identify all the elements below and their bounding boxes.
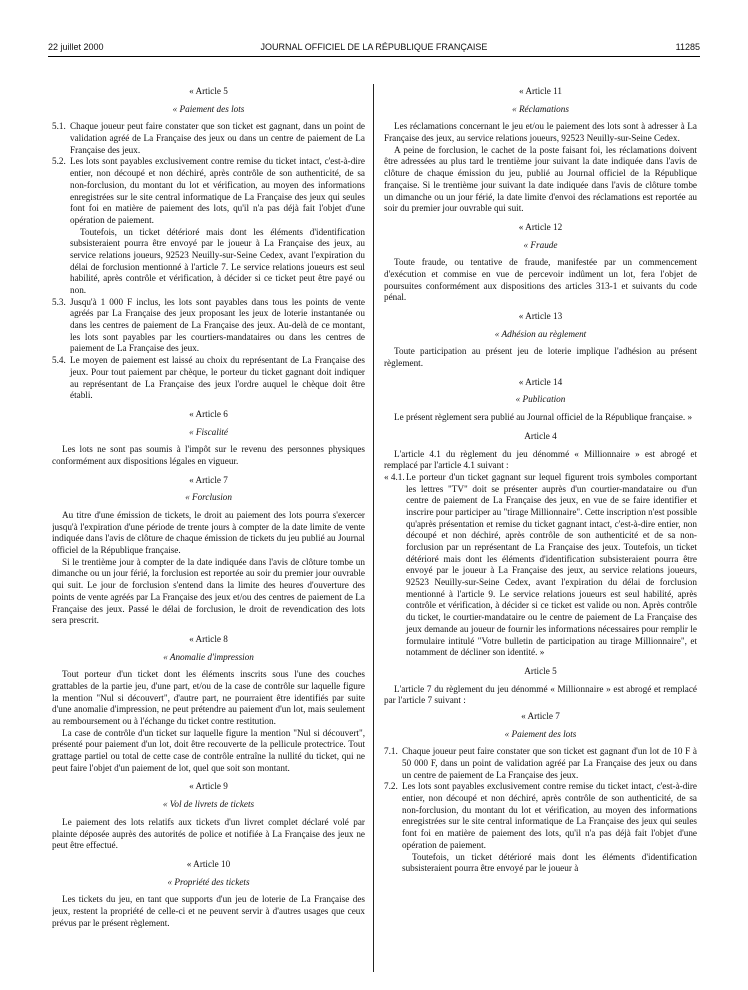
article-12-title: « Article 12 — [518, 221, 563, 232]
clause-number: 5.3. — [52, 296, 66, 307]
left-column — [52, 86, 365, 990]
clause-7-1 — [384, 746, 697, 781]
clause-number: 7.1. — [384, 746, 398, 757]
article-10-text: Les tickets du jeu, en tant que supports d'un jeu de loterie de La Française des jeux, restent la propriété de celle-ci et ne peuvent servir à d'autres usages que ceux prévus par le présent règlement. — [52, 894, 365, 928]
article-5-subtitle: « Paiement des lots — [172, 103, 245, 114]
article-7-subtitle: « Forclusion — [185, 492, 232, 503]
article-14-title: « Article 14 — [518, 376, 563, 387]
article-11-title: « Article 11 — [518, 86, 563, 96]
clause-number: 7.2. — [384, 781, 398, 792]
article-6-title: « Article 6 — [189, 408, 228, 419]
journal-title: JOURNAL OFFICIEL DE LA RÉPUBLIQUE FRANÇAISE — [260, 42, 488, 52]
clause-7-2 — [384, 781, 697, 875]
clause-5-4 — [52, 355, 365, 402]
article-9-text: Le paiement des lots relatifs aux tickets d'un livret complet déclaré volé par plainte déposée auprès des autorités de police et notifiée à La Française des jeux ne peut être effectué. — [52, 816, 365, 851]
article-8-subtitle: « Anomalie d'impression — [163, 651, 254, 662]
column-divider — [373, 84, 374, 972]
clause-text: Jusqu'à 1 000 F inclus, les lots sont payables dans tous les points de vente agréés par La Française des jeux proposant les jeux de loterie instantanée ou dans les centres de paiement de La Française des jeux. Au-delà de ce montant, les lots sont payables par les courtiers-mandataires ou dans les centres de paiement de La Française des jeux. — [70, 296, 365, 354]
article-9-subtitle: « Vol de livrets de tickets — [162, 799, 255, 810]
amending-article-4-title: Article 4 — [524, 430, 557, 441]
issue-date: 22 juillet 2000 — [48, 42, 104, 52]
article-6-text: Les lots ne sont pas soumis à l'impôt sur le revenu des personnes physiques conformément aux dispositions légales en vigueur. — [52, 444, 365, 466]
clause-text-part2: Toutefois, un ticket détérioré mais dont les éléments d'identification subsisteraient pourra être envoyé par le joueur à La Française des jeux, au service relations joueurs, 92523 Neuilly-sur-Seine Cedex, avant l'expiration du délai de forclusion mentionné à l'article 7. Le service relations joueurs est seul habilité, après contrôle et vérification, à décider si ce ticket peut être payé ou non. — [70, 226, 365, 295]
article-7-paragraph: Au titre d'une émission de tickets, le droit au paiement des lots pourra s'exercer jusqu'à l'expiration d'une période de trente jours à compter de la date limite de vente indiquée dans l'avis de clôture de chaque émission de tickets du jeu publié au Journal officiel de la République française. — [52, 510, 365, 556]
clause-5-1 — [52, 121, 365, 156]
article-6-subtitle: « Fiscalité — [188, 426, 229, 437]
page-number: 11285 — [675, 42, 700, 52]
clause-text: Chaque joueur peut faire constater que son ticket est gagnant, dans un point de validation agréé de La Française des jeux ou dans un centre de paiement de La Française des jeux. — [70, 121, 365, 155]
amending-article-5-intro: L'article 7 du règlement du jeu dénommé « Millionnaire » est abrogé et remplacé par l'article 7 suivant : — [384, 683, 697, 706]
clause-number: 5.2. — [52, 156, 66, 167]
article-13-subtitle: « Adhésion au règlement — [494, 328, 587, 339]
clause-4-1 — [384, 471, 697, 659]
article-12-subtitle: « Fraude — [523, 239, 558, 250]
quoted-clause-4-1 — [384, 472, 697, 659]
clause-text-part2: Toutefois, un ticket détérioré mais dont les éléments d'identification subsisteraient pourra être envoyé par le joueur à — [402, 851, 697, 874]
article-11-subtitle: « Réclamations — [512, 103, 569, 114]
article-8-paragraph: La case de contrôle d'un ticket sur laquelle figure la mention "Nul si découvert", présenté pour paiement d'un lot, doit être recouverte de la pellicule protectrice. Tout grattage partiel ou total de cette case de contrôle entraîne la nullité du ticket, qui ne peut faire l'objet d'un paiement de lot, quel que soit son montant. — [52, 727, 365, 773]
clause-number: « 4.1. — [384, 471, 405, 482]
article-10-title: « Article 10 — [186, 858, 231, 869]
article-5-title: « Article 5 — [189, 86, 228, 96]
new-article-7-title: « Article 7 — [521, 710, 560, 721]
article-14-text: Le présent règlement sera publié au Journal officiel de la République française. » — [394, 412, 693, 423]
clause-text-part1: Les lots sont payables exclusivement contre remise du ticket intact, c'est-à-dire entier, non découpé et non déchiré, après contrôle de son authenticité, de sa non-forclusion, du montant du lot et vérification, au moyen des informations enregistrées sur le site central informatique de La Française des jeux qui seules font foi en matière de paiement des lots, qu'il n'a pas déjà fait l'objet d'une opération de paiement. — [402, 781, 697, 850]
clause-text: Le moyen de paiement est laissé au choix du représentant de La Française des jeux. Pour tout paiement par chèque, le porteur du ticket gagnant doit indiquer au représentant de La Française des jeux l'ordre auquel le chèque doit être établi. — [70, 355, 365, 401]
clause-text — [402, 781, 697, 875]
article-9-title: « Article 9 — [189, 781, 228, 792]
article-10-subtitle: « Propriété des tickets — [167, 876, 250, 887]
clause-text-part1: Les lots sont payables exclusivement contre remise du ticket intact, c'est-à-dire entier, non découpé et non déchiré, après contrôle de son authenticité, de sa non-forclusion, du montant du lot et vérification, au moyen des informations enregistrées sur le site central informatique de La Française des jeux qui seules font foi en matière de paiement des lots, qu'il n'a pas déjà fait l'objet d'une opération de paiement. — [70, 156, 365, 225]
article-13-title: « Article 13 — [518, 311, 563, 321]
article-12-text: Toute fraude, ou tentative de fraude, manifestée par un commencement d'exécution et commise en vue de percevoir indûment un lot, fera l'objet de poursuites conformément aux dispositions des articles 313-1 et suivants du code pénal. — [384, 257, 697, 303]
article-8-title: « Article 8 — [189, 633, 228, 644]
clause-text: Le porteur d'un ticket gagnant sur lequel figurent trois symboles comportant les lettres "TV" doit se présenter auprès d'un courtier-mandataire ou d'un centre de paiement de La Française des jeux, en vue de se faire identifier et inscrire pour participer au "tirage Millionnaire". Cette inscription n'est possible qu'après présentation et remise du ticket gagnant intact, c'est-à-dire entier, non découpé et non déchiré, après contrôle de son authenticité et de sa non-forclusion par un représentant de La Française des jeux. Toutefois, un ticket détérioré mais dont les éléments d'identification subsisteraient pourra être envoyé par le joueur à La Française des jeux, au service relations joueurs, 92523 Neuilly-sur-Seine Cedex, avant l'expiration du délai de forclusion mentionné à l'article 9. Le service relations joueurs est seul habilité, après contrôle et vérification, à décider si ce ticket est valide ou non. Après contrôle du ticket, le courtier-mandataire ou le centre de paiement de La Française des jeux demande au joueur de fournir les informations nécessaires pour remplir le formulaire intitulé "Votre bulletin de participation au tirage Millionnaire", et notamment de décliner son identité. » — [406, 471, 697, 658]
article-13-text: Toute participation au présent jeu de loterie implique l'adhésion au présent règlement. — [384, 346, 697, 369]
page-header — [48, 40, 700, 57]
clause-5-2 — [52, 156, 365, 296]
amending-article-4-intro: L'article 4.1 du règlement du jeu dénommé « Millionnaire » est abrogé et remplacé par l'article 4.1 suivant : — [384, 448, 697, 471]
article-7-paragraph: Si le trentième jour à compter de la date indiquée dans l'avis de clôture tombe un dimanche ou un jour férié, la forclusion est reportée au soir du premier jour ouvrable qui suit. Le jour de forclusion s'entend dans la limite des heures d'ouverture des points de vente agréés par La Française des jeux et/ou des centres de paiement de La Française des jeux. Passé le délai de forclusion, le droit de revendication des lots sera prescrit. — [52, 556, 365, 626]
clause-number: 5.4. — [52, 355, 66, 366]
clause-text: Chaque joueur peut faire constater que son ticket est gagnant d'un lot de 10 F à 50 000 F, dans un point de validation agréé par La Française des jeux ou dans un centre de paiement de La Française des jeux. — [402, 746, 697, 780]
right-column — [384, 86, 697, 990]
article-8-paragraph: Tout porteur d'un ticket dont les éléments inscrits sous l'une des couches grattables de la partie jeu, d'une part, et/ou de la case de contrôle sur laquelle figure la mention "Nul si découvert", d'autre part, ne pourraient être identifiés par suite d'une anomalie d'impression, ne peut prétendre au paiement d'un lot, mais seulement au remboursement ou à l'échange du ticket contre restitution. — [52, 669, 365, 726]
article-11-paragraph: A peine de forclusion, le cachet de la poste faisant foi, les réclamations doivent être adressées au plus tard le trentième jour suivant la date indiquée dans l'avis de clôture de chaque émission du jeu, publié au Journal officiel de la République française. Si le trentième jour suivant la date indiquée dans l'avis de clôture tombe un dimanche ou un jour férié, la date limite d'envoi des réclamations est reportée au soir du premier jour ouvrable qui suit. — [384, 144, 697, 214]
article-7-title: « Article 7 — [189, 474, 228, 485]
clause-number: 5.1. — [52, 121, 66, 132]
clause-text — [70, 156, 365, 296]
clause-5-3 — [52, 297, 365, 355]
new-article-7-subtitle: « Paiement des lots — [504, 728, 577, 739]
article-11-paragraph: Les réclamations concernant le jeu et/ou le paiement des lots sont à adresser à La Française des jeux, au service relations joueurs, 92523 Neuilly-sur-Seine Cedex. — [384, 121, 697, 144]
article-14-subtitle: « Publication — [515, 394, 566, 405]
amending-article-5-title: Article 5 — [524, 665, 557, 676]
